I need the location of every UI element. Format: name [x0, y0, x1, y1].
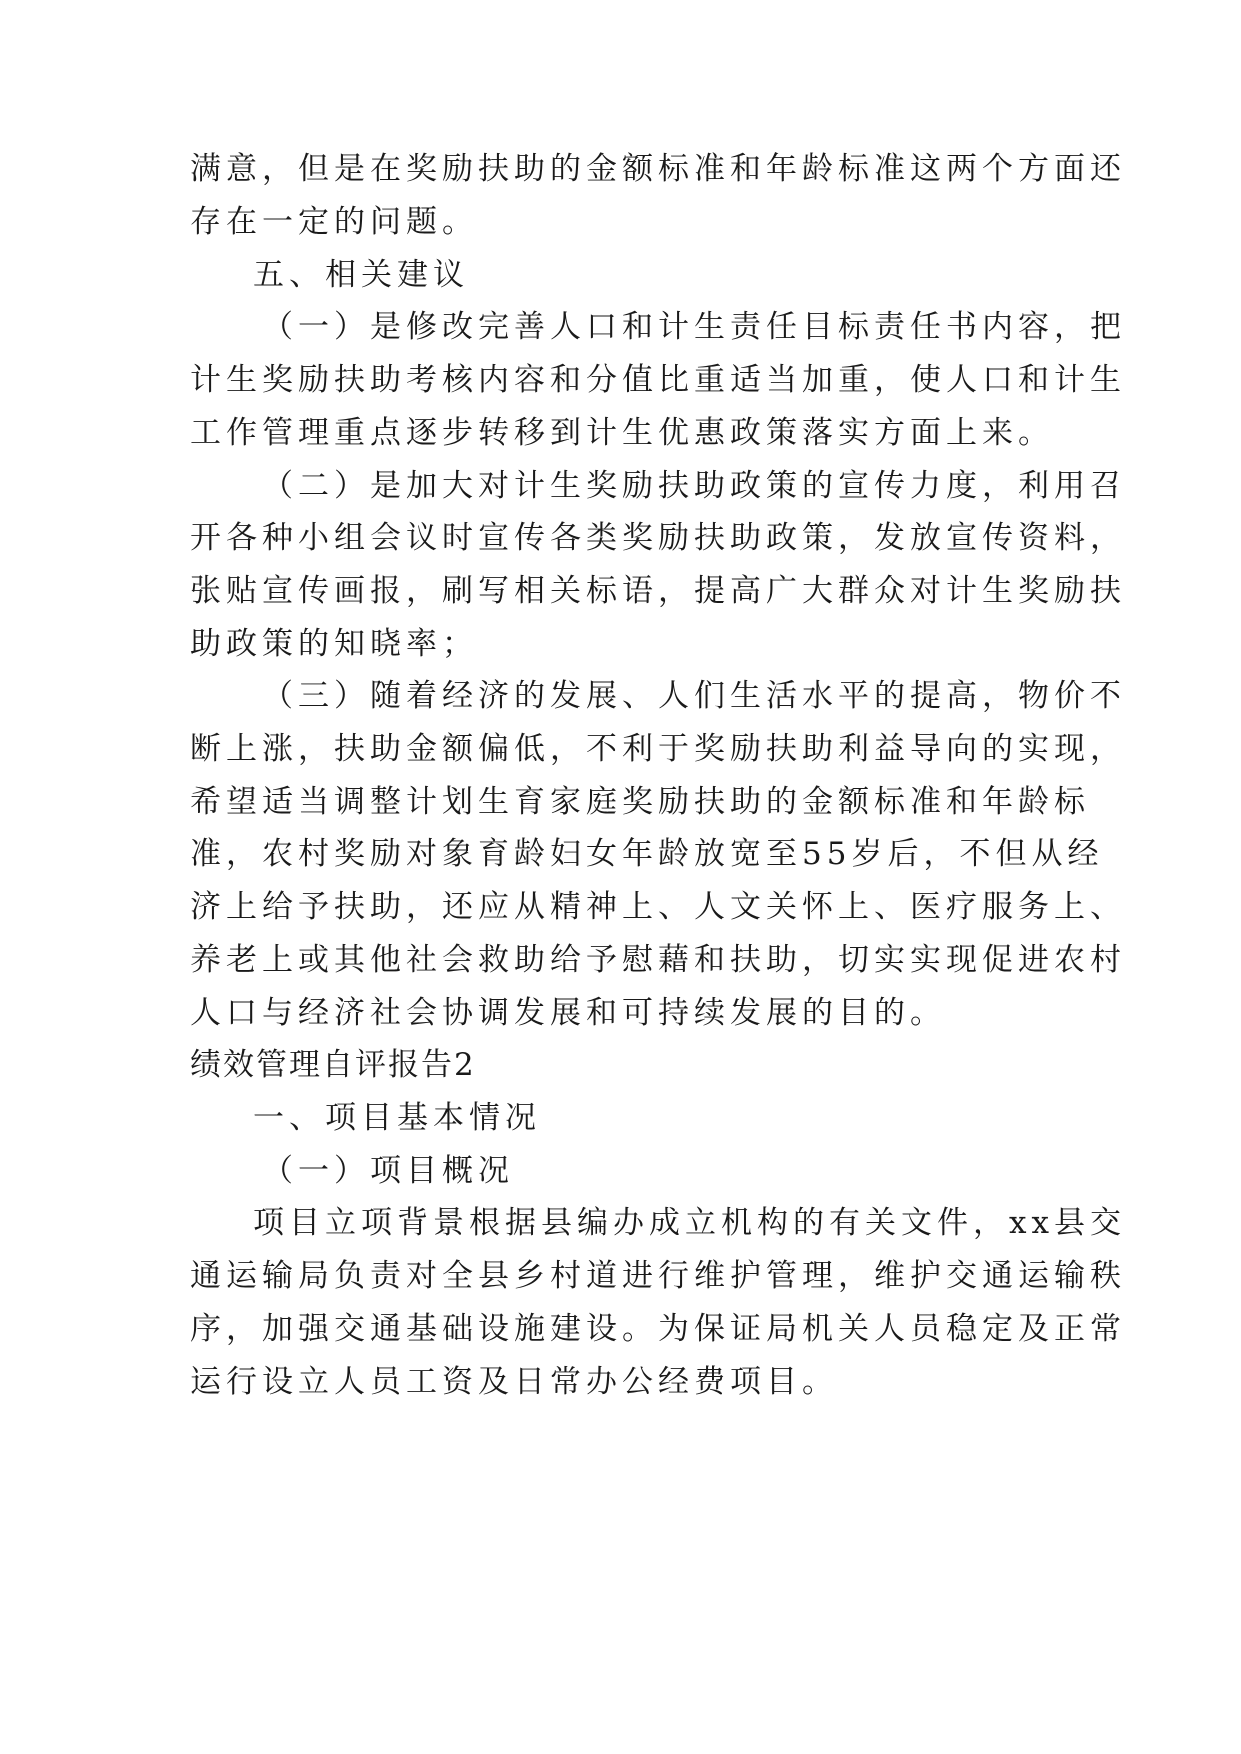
body-text-line: 断上涨，扶助金额偏低，不利于奖励扶助利益导向的实现，	[190, 731, 1126, 767]
section-heading: 一、项目基本情况	[253, 1100, 541, 1136]
subsection-heading: （一）项目概况	[262, 1153, 514, 1189]
report-title: 绩效管理自评报告2	[190, 1047, 476, 1083]
body-text-line: 助政策的知晓率；	[190, 626, 478, 662]
body-text-line: 济上给予扶助，还应从精神上、人文关怀上、医疗服务上、	[190, 889, 1126, 925]
body-text-line: 通运输局负责对全县乡村道进行维护管理，维护交通运输秩	[190, 1258, 1126, 1294]
section-heading: 五、相关建议	[253, 257, 469, 293]
body-text-line: 满意，但是在奖励扶助的金额标准和年龄标准这两个方面还	[190, 151, 1126, 187]
body-text-line: （一）是修改完善人口和计生责任目标责任书内容，把	[262, 309, 1126, 345]
body-text-line: 工作管理重点逐步转移到计生优惠政策落实方面上来。	[190, 415, 1054, 451]
body-text-line: 运行设立人员工资及日常办公经费项目。	[190, 1364, 838, 1400]
body-text-line: 张贴宣传画报，刷写相关标语，提高广大群众对计生奖励扶	[190, 573, 1126, 609]
body-text-line: 存在一定的问题。	[190, 204, 478, 240]
body-text-line: 计生奖励扶助考核内容和分值比重适当加重，使人口和计生	[190, 362, 1126, 398]
body-text-line: 项目立项背景根据县编办成立机构的有关文件，xx县交	[253, 1205, 1126, 1241]
body-text-line: 人口与经济社会协调发展和可持续发展的目的。	[190, 995, 946, 1031]
body-text-line: 开各种小组会议时宣传各类奖励扶助政策，发放宣传资料，	[190, 520, 1126, 556]
body-text-line: （二）是加大对计生奖励扶助政策的宣传力度，利用召	[262, 468, 1126, 504]
body-text-line: 序，加强交通基础设施建设。为保证局机关人员稳定及正常	[190, 1311, 1126, 1347]
body-text-line: 准，农村奖励对象育龄妇女年龄放宽至55岁后，不但从经	[190, 836, 1104, 872]
body-text-line: 养老上或其他社会救助给予慰藉和扶助，切实实现促进农村	[190, 942, 1126, 978]
body-text-line: （三）随着经济的发展、人们生活水平的提高，物价不	[262, 678, 1126, 714]
body-text-line: 希望适当调整计划生育家庭奖励扶助的金额标准和年龄标	[190, 784, 1090, 820]
